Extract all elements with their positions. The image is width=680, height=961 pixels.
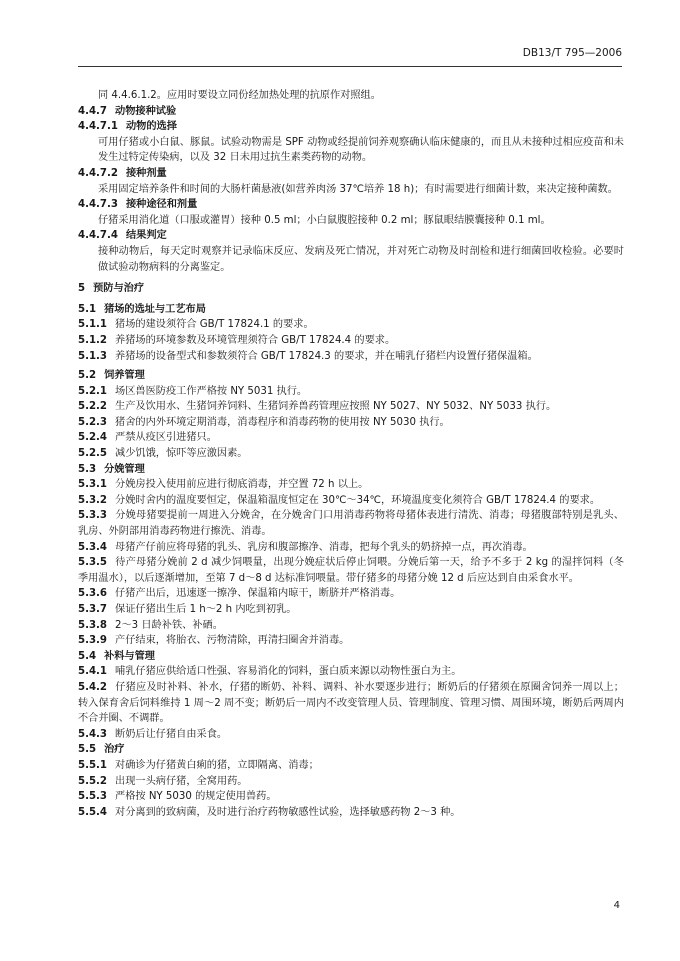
subsection-heading (78, 197, 624, 213)
subsection-heading (78, 228, 624, 244)
heading-title: 预防与治疗 (93, 283, 145, 295)
subsection-heading (78, 649, 624, 665)
clause-number: 5.1.1 (78, 319, 108, 331)
subsection-heading (78, 104, 624, 120)
clause-number: 5.4.2 (78, 681, 108, 693)
subsection-heading (78, 302, 624, 318)
clause-number: 5.5.2 (78, 775, 108, 787)
clause-number: 5.3.2 (78, 494, 108, 506)
subsection-heading (78, 462, 624, 478)
heading-number: 4.4.7.3 (78, 199, 118, 211)
heading-number: 4.4.7.4 (78, 230, 118, 242)
numbered-clause (78, 664, 624, 680)
clause-text: 养猪场的设备型式和参数须符合 GB/T 17824.3 的要求，并在哺乳仔猪栏内设置仔猪保温箱。 (115, 350, 538, 362)
clause-number: 5.5.1 (78, 759, 108, 771)
clause-text: 减少饥饿，惊吓等应激因素。 (115, 448, 248, 460)
numbered-clause (78, 508, 624, 539)
heading-title: 动物接种试验 (115, 105, 177, 117)
clause-number: 5.3.4 (78, 541, 108, 553)
heading-title: 治疗 (104, 744, 125, 756)
heading-number: 5.4 (78, 650, 97, 662)
section-heading (78, 281, 624, 297)
header-rule (78, 66, 622, 67)
heading-title: 接种剂量 (125, 167, 167, 179)
heading-title: 动物的选择 (125, 121, 177, 133)
document-body (78, 88, 624, 820)
numbered-clause (78, 758, 624, 774)
heading-number: 5 (78, 283, 86, 295)
heading-title: 饲养管理 (104, 370, 145, 382)
heading-number: 5.3 (78, 463, 97, 475)
clause-text: 母猪产仔前应将母猪的乳头、乳房和腹部擦净、消毒，把每个乳头的奶挤掉一点，再次消毒。 (115, 541, 533, 553)
numbered-clause (78, 493, 624, 509)
heading-title: 分娩管理 (104, 463, 145, 475)
clause-number: 5.2.4 (78, 432, 108, 444)
clause-number: 5.2.1 (78, 385, 108, 397)
heading-title: 猪场的选址与工艺布局 (104, 303, 206, 315)
clause-number: 5.3.6 (78, 588, 108, 600)
clause-number: 5.3.5 (78, 557, 108, 569)
numbered-clause (78, 333, 624, 349)
paragraph: 仔猪采用消化道（口服或灌胃）接种 0.5 ml；小白鼠腹腔接种 0.2 ml；豚鼠眼结膜囊接种 0.1 ml。 (98, 214, 551, 226)
heading-title: 结果判定 (125, 230, 167, 242)
clause-number: 5.4.3 (78, 728, 108, 740)
clause-text: 猪舍的内外环境定期消毒，消毒程序和消毒药物的使用按 NY 5030 执行。 (115, 416, 450, 428)
heading-title: 补料与管理 (104, 650, 155, 662)
clause-number: 5.5.4 (78, 806, 108, 818)
clause-number: 5.2.3 (78, 416, 108, 428)
clause-number: 5.1.3 (78, 350, 108, 362)
clause-text: 场区兽医防疫工作严格按 NY 5031 执行。 (115, 385, 308, 397)
paragraph: 接种动物后，每天定时观察并记录临床反应、发病及死亡情况，并对死亡动物及时剖检和进行细菌回收检验。必要时做试验动物病料的分离鉴定。 (98, 245, 624, 273)
numbered-clause (78, 399, 624, 415)
numbered-clause (78, 384, 624, 400)
clause-text: 仔猪应及时补料、补水，仔猪的断奶、补料、调料、补水要逐步进行；断奶后的仔猪须在原圈舍饲养一周以上；转入保育舍后饲料维持 1 周～2 周不变；断奶后一周内不改变管理人员、管理制度、管理习惯、周围环境，断奶后两周内不合并圈、不调群。 (78, 681, 624, 725)
numbered-clause (78, 633, 624, 649)
heading-title: 接种途径和剂量 (125, 199, 198, 211)
clause-text: 分娩房投入使用前应进行彻底消毒，并空置 72 h 以上。 (115, 479, 369, 491)
heading-number: 4.4.7 (78, 105, 108, 117)
clause-text: 仔猪产出后，迅速逐一擦净、保温箱内晾干，断脐并严格消毒。 (115, 588, 401, 600)
clause-number: 5.1.2 (78, 334, 108, 346)
numbered-clause (78, 618, 624, 634)
subsection-heading (78, 368, 624, 384)
numbered-clause (78, 805, 624, 821)
document-id: DB13/T 795—2006 (522, 47, 622, 59)
clause-text: 出现一头病仔猪，全窝用药。 (115, 775, 248, 787)
paragraph: 可用仔猪或小白鼠、豚鼠。试验动物需是 SPF 动物或经提前饲养观察确认临床健康的，而且从未接种过相应疫苗和未发生过特定传染病，以及 32 日未用过抗生素类药物的动物。 (98, 136, 624, 164)
page-number: 4 (613, 900, 620, 911)
clause-text: 生产及饮用水、生猪饲养饲料、生猪饲养兽药管理应按照 NY 5027、NY 5032、NY 5033 执行。 (115, 401, 557, 413)
clause-text: 对分离到的致病菌，及时进行治疗药物敏感性试验，选择敏感药物 2～3 种。 (115, 806, 461, 818)
clause-number: 5.2.2 (78, 401, 108, 413)
clause-number: 5.3.7 (78, 604, 108, 615)
clause-number: 5.5.3 (78, 791, 108, 803)
heading-number: 5.2 (78, 370, 97, 382)
numbered-clause (78, 477, 624, 493)
clause-text: 猪场的建设须符合 GB/T 17824.1 的要求。 (115, 319, 314, 331)
numbered-clause (78, 586, 624, 602)
clause-text: 分娩时舍内的温度要恒定，保温箱温度恒定在 30℃～34℃，环境温度变化须符合 GB/T 17824.4 的要求。 (115, 494, 601, 506)
clause-number: 5.3.1 (78, 479, 108, 491)
numbered-clause (78, 789, 624, 805)
paragraph: 采用固定培养条件和时间的大肠杆菌悬液(如营养肉汤 37℃培养 18 h)；有时需要进行细菌计数，来决定接种菌数。 (98, 183, 618, 195)
subsection-heading (78, 166, 624, 182)
clause-text: 分娩母猪要提前一周进入分娩舍，在分娩舍门口用消毒药物将母猪体表进行清洗、消毒；母猪腹部特别是乳头、乳房、外阴部用消毒药物进行擦洗、消毒。 (78, 510, 624, 538)
heading-number: 5.5 (78, 744, 97, 756)
clause-text: 断奶后让仔猪自由采食。 (115, 728, 228, 740)
numbered-clause (78, 317, 624, 333)
clause-text: 待产母猪分娩前 2 d 减少饲喂量，出现分娩症状后停止饲喂。分娩后第一天，给予不多于 2 kg 的湿拌饲料（冬季用温水），以后逐渐增加，至第 7 d～8 d 达标准饲喂量。带仔猪多的母猪分娩 12 d 后应达到自由采食水平。 (78, 557, 624, 584)
numbered-clause (78, 680, 624, 727)
numbered-clause (78, 602, 624, 618)
subsection-heading (78, 742, 624, 758)
heading-number: 5.1 (78, 303, 97, 315)
clause-text: 2～3 日龄补铁、补硒。 (115, 619, 223, 631)
clause-number: 5.2.5 (78, 448, 108, 460)
clause-number: 5.3.9 (78, 635, 108, 647)
clause-text: 产仔结束，将胎衣、污物清除，再清扫圈舍并消毒。 (115, 635, 350, 647)
numbered-clause (78, 349, 624, 365)
heading-number: 4.4.7.2 (78, 167, 118, 179)
clause-text: 哺乳仔猪应供给适口性强、容易消化的饲料，蛋白质来源以动物性蛋白为主。 (115, 666, 462, 678)
paragraph: 同 4.4.6.1.2。应用时要设立同份经加热处理的抗原作对照组。 (98, 90, 381, 101)
numbered-clause (78, 446, 624, 462)
heading-number: 4.4.7.1 (78, 121, 118, 133)
numbered-clause (78, 774, 624, 790)
clause-text: 严禁从疫区引进猪只。 (115, 432, 217, 444)
numbered-clause (78, 727, 624, 743)
clause-text: 保证仔猪出生后 1 h～2 h 内吃到初乳。 (115, 604, 297, 615)
clause-text: 严格按 NY 5030 的规定使用兽药。 (115, 791, 277, 803)
clause-number: 5.4.1 (78, 666, 108, 678)
clause-text: 对确诊为仔猪黄白痢的猪，立即隔离、消毒； (115, 759, 319, 771)
numbered-clause (78, 555, 624, 586)
numbered-clause (78, 415, 624, 431)
numbered-clause (78, 540, 624, 556)
subsection-heading (78, 119, 624, 135)
clause-number: 5.3.3 (78, 510, 108, 522)
numbered-clause (78, 430, 624, 446)
clause-number: 5.3.8 (78, 619, 108, 631)
clause-text: 养猪场的环境参数及环境管理须符合 GB/T 17824.4 的要求。 (115, 334, 396, 346)
